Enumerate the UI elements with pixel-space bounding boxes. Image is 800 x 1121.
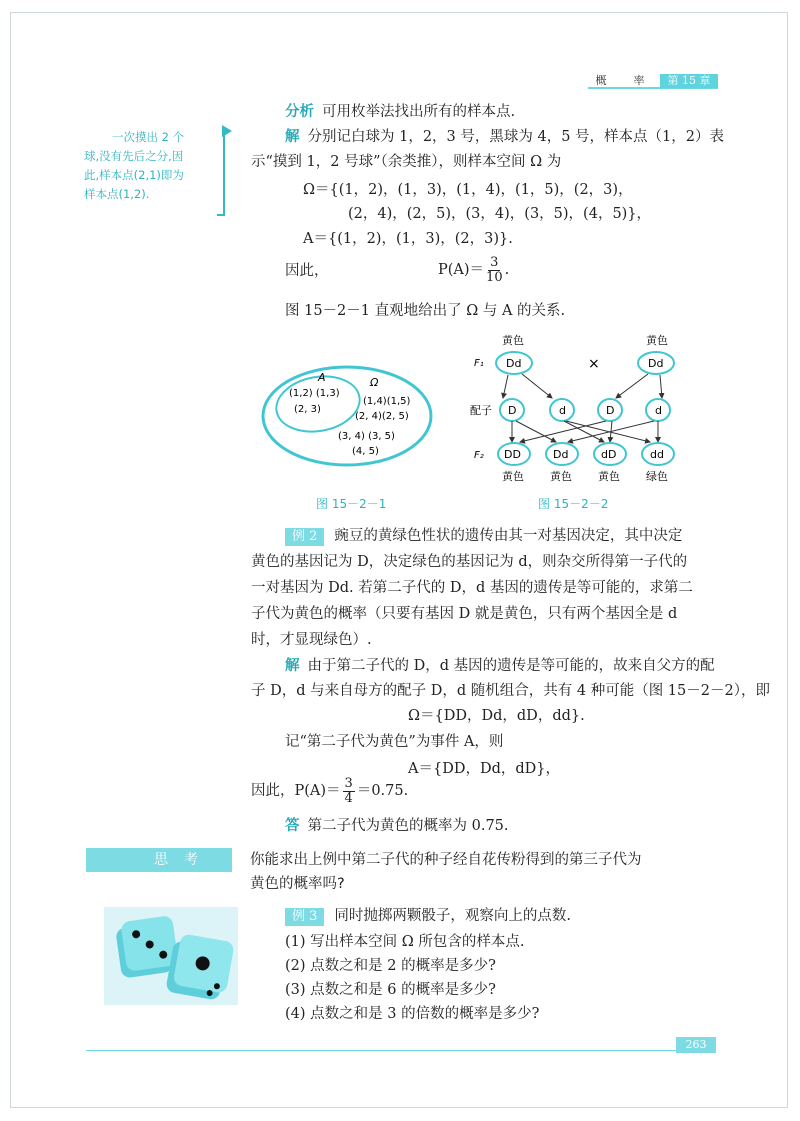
example2-line: 黄色的基因记为 D，决定绿色的基因记为 d，则杂交所得第一子代的: [251, 554, 688, 570]
event-intro: 记“第二子代为黄色”为事件 A，则: [285, 734, 504, 750]
note-bracket: [217, 132, 225, 216]
f2-label: F₂: [474, 450, 484, 461]
think-heading: 思考: [86, 848, 232, 872]
solution1-line2: 示“摸到 1，2 号球”（余类推），则样本空间 Ω 为: [251, 154, 562, 170]
venn-inner-point: (2, 3): [294, 404, 321, 415]
solution2-text: 由于第二子代的 D，d 基因的遗传是等可能的，故来自父方的配: [307, 658, 715, 674]
solution2-label: 解: [285, 657, 300, 674]
solution2-line1: [285, 657, 715, 675]
side-note-line: 样本点(1,2).: [84, 187, 150, 201]
venn-label-omega: Ω: [370, 376, 379, 389]
fraction: [486, 256, 503, 285]
header-rule: [588, 88, 718, 89]
gamete: d: [559, 404, 566, 417]
example3-item: (3) 点数之和是 6 的概率是多少?: [285, 982, 496, 998]
example3-item: (2) 点数之和是 2 的概率是多少?: [285, 958, 496, 974]
dice-icon: [104, 907, 238, 1005]
solution1-text: 分别记白球为 1，2，3 号，黑球为 4，5 号，样本点（1，2）表: [307, 129, 725, 145]
example3-tag: 例 3: [285, 908, 324, 926]
genetics-diagram: [470, 328, 680, 488]
example2-line1: [285, 527, 682, 546]
fraction-denominator: 10: [486, 269, 503, 285]
example3-item: (1) 写出样本空间 Ω 所包含的样本点.: [285, 934, 525, 950]
side-note-line: 此,样本点(2,1)即为: [84, 168, 184, 182]
cross-symbol: ×: [588, 356, 600, 372]
answer-label: 答: [285, 817, 300, 834]
example3-line: [285, 907, 571, 926]
dice-image: [104, 907, 238, 1005]
figure2-caption: 图 15－2－2: [538, 497, 609, 511]
fraction: [343, 777, 355, 806]
parent-color-label: 黄色: [502, 334, 524, 347]
offspring-genotype: Dd: [553, 448, 569, 461]
fraction-numerator: 3: [490, 254, 499, 270]
example2-line: 时，才显现绿色）.: [251, 632, 372, 648]
offspring-color: 黄色: [502, 470, 524, 483]
chapter-number: 第 15 章: [660, 74, 718, 88]
offspring-genotype: dD: [601, 448, 617, 461]
probability-formula: [438, 255, 509, 285]
example2-text: 豌豆的黄绿色性状的遗传由其一对基因决定，其中决定: [334, 528, 683, 544]
analysis-label: 分析: [285, 103, 314, 120]
example3-item: (4) 点数之和是 3 的倍数的概率是多少?: [285, 1006, 540, 1022]
offspring-genotype: dd: [650, 448, 664, 461]
example2-tag: 例 2: [285, 528, 324, 546]
answer-line: [285, 817, 509, 835]
solution1-label: 解: [285, 128, 300, 145]
figure-reference: 图 15－2－1 直观地给出了 Ω 与 A 的关系.: [285, 303, 566, 319]
solution2-result: ＝0.75.: [356, 783, 409, 799]
venn-label-a: A: [318, 371, 326, 384]
chapter-title: 概 率: [588, 74, 660, 88]
fraction-denominator: 4: [344, 790, 353, 806]
venn-outer-point: (4, 5): [352, 446, 379, 457]
parent-color-label: 黄色: [646, 334, 668, 347]
solution1-line1: [285, 128, 724, 146]
therefore-label: 因此，: [285, 263, 329, 279]
solution2-therefore: 因此，P(A)＝: [251, 783, 341, 799]
analysis-text: 可用枚举法找出所有的样本点.: [322, 104, 516, 120]
answer-text: 第二子代为黄色的概率为 0.75.: [307, 818, 509, 834]
solution2-line2: 子 D，d 与来自母方的配子 D，d 随机组合，共有 4 种可能（图 15－2－2），即: [251, 683, 770, 699]
event-a-genotypes: A＝{DD，Dd，dD}，: [408, 761, 560, 777]
running-header: [588, 74, 718, 88]
gamete: D: [606, 404, 615, 417]
example2-line: 一对基因为 Dd. 若第二子代的 D，d 基因的遗传是等可能的，求第二: [251, 580, 693, 596]
parent-genotype: Dd: [506, 357, 522, 370]
prob-end: .: [504, 262, 510, 278]
example2-line: 子代为黄色的概率（只要有基因 D 就是黄色，只有两个基因全是 d: [251, 606, 678, 622]
figure1-caption: 图 15－2－1: [316, 497, 387, 511]
solution2-probability: [251, 776, 408, 806]
offspring-genotype: DD: [504, 448, 521, 461]
venn-outer-point: (1,4)(1,5): [363, 396, 411, 407]
omega-set-line1: Ω＝{(1，2)，(1，3)，(1，4)，(1，5)，(2，3)，: [303, 182, 633, 198]
footer-rule: [86, 1050, 676, 1051]
venn-outer-point: (3, 4) (3, 5): [338, 431, 395, 442]
gamete: D: [508, 404, 517, 417]
venn-outer-point: (2, 4)(2, 5): [355, 411, 409, 422]
offspring-color: 绿色: [646, 470, 668, 483]
omega-set-line2: (2，4)，(2，5)，(3，4)，(3，5)，(4，5)}，: [348, 206, 652, 222]
prob-left: P(A)＝: [438, 262, 485, 278]
side-note-line: 球,没有先后之分,因: [84, 149, 184, 163]
f1-label: F₁: [474, 358, 484, 369]
venn-inner-point: (1,2) (1,3): [289, 388, 340, 399]
offspring-color: 黄色: [550, 470, 572, 483]
gamete-label: 配子: [470, 404, 492, 417]
side-note: [84, 128, 218, 204]
side-note-line: 一次摸出 2 个: [112, 130, 185, 144]
offspring-color: 黄色: [598, 470, 620, 483]
parent-genotype: Dd: [648, 357, 664, 370]
gamete: d: [655, 404, 662, 417]
example3-intro: 同时抛掷两颗骰子，观察向上的点数.: [334, 908, 572, 924]
analysis-paragraph: [285, 103, 515, 121]
think-line: 你能求出上例中第二子代的种子经自花传粉得到的第三子代为: [250, 852, 642, 868]
think-line: 黄色的概率吗?: [250, 876, 345, 892]
fraction-numerator: 3: [344, 775, 353, 791]
omega-genotypes: Ω＝{DD，Dd，dD，dd}.: [408, 708, 585, 724]
venn-diagram: [258, 362, 438, 470]
event-a-set: A＝{(1，2)，(1，3)，(2，3)}.: [303, 231, 513, 247]
page-number: 263: [676, 1037, 716, 1053]
